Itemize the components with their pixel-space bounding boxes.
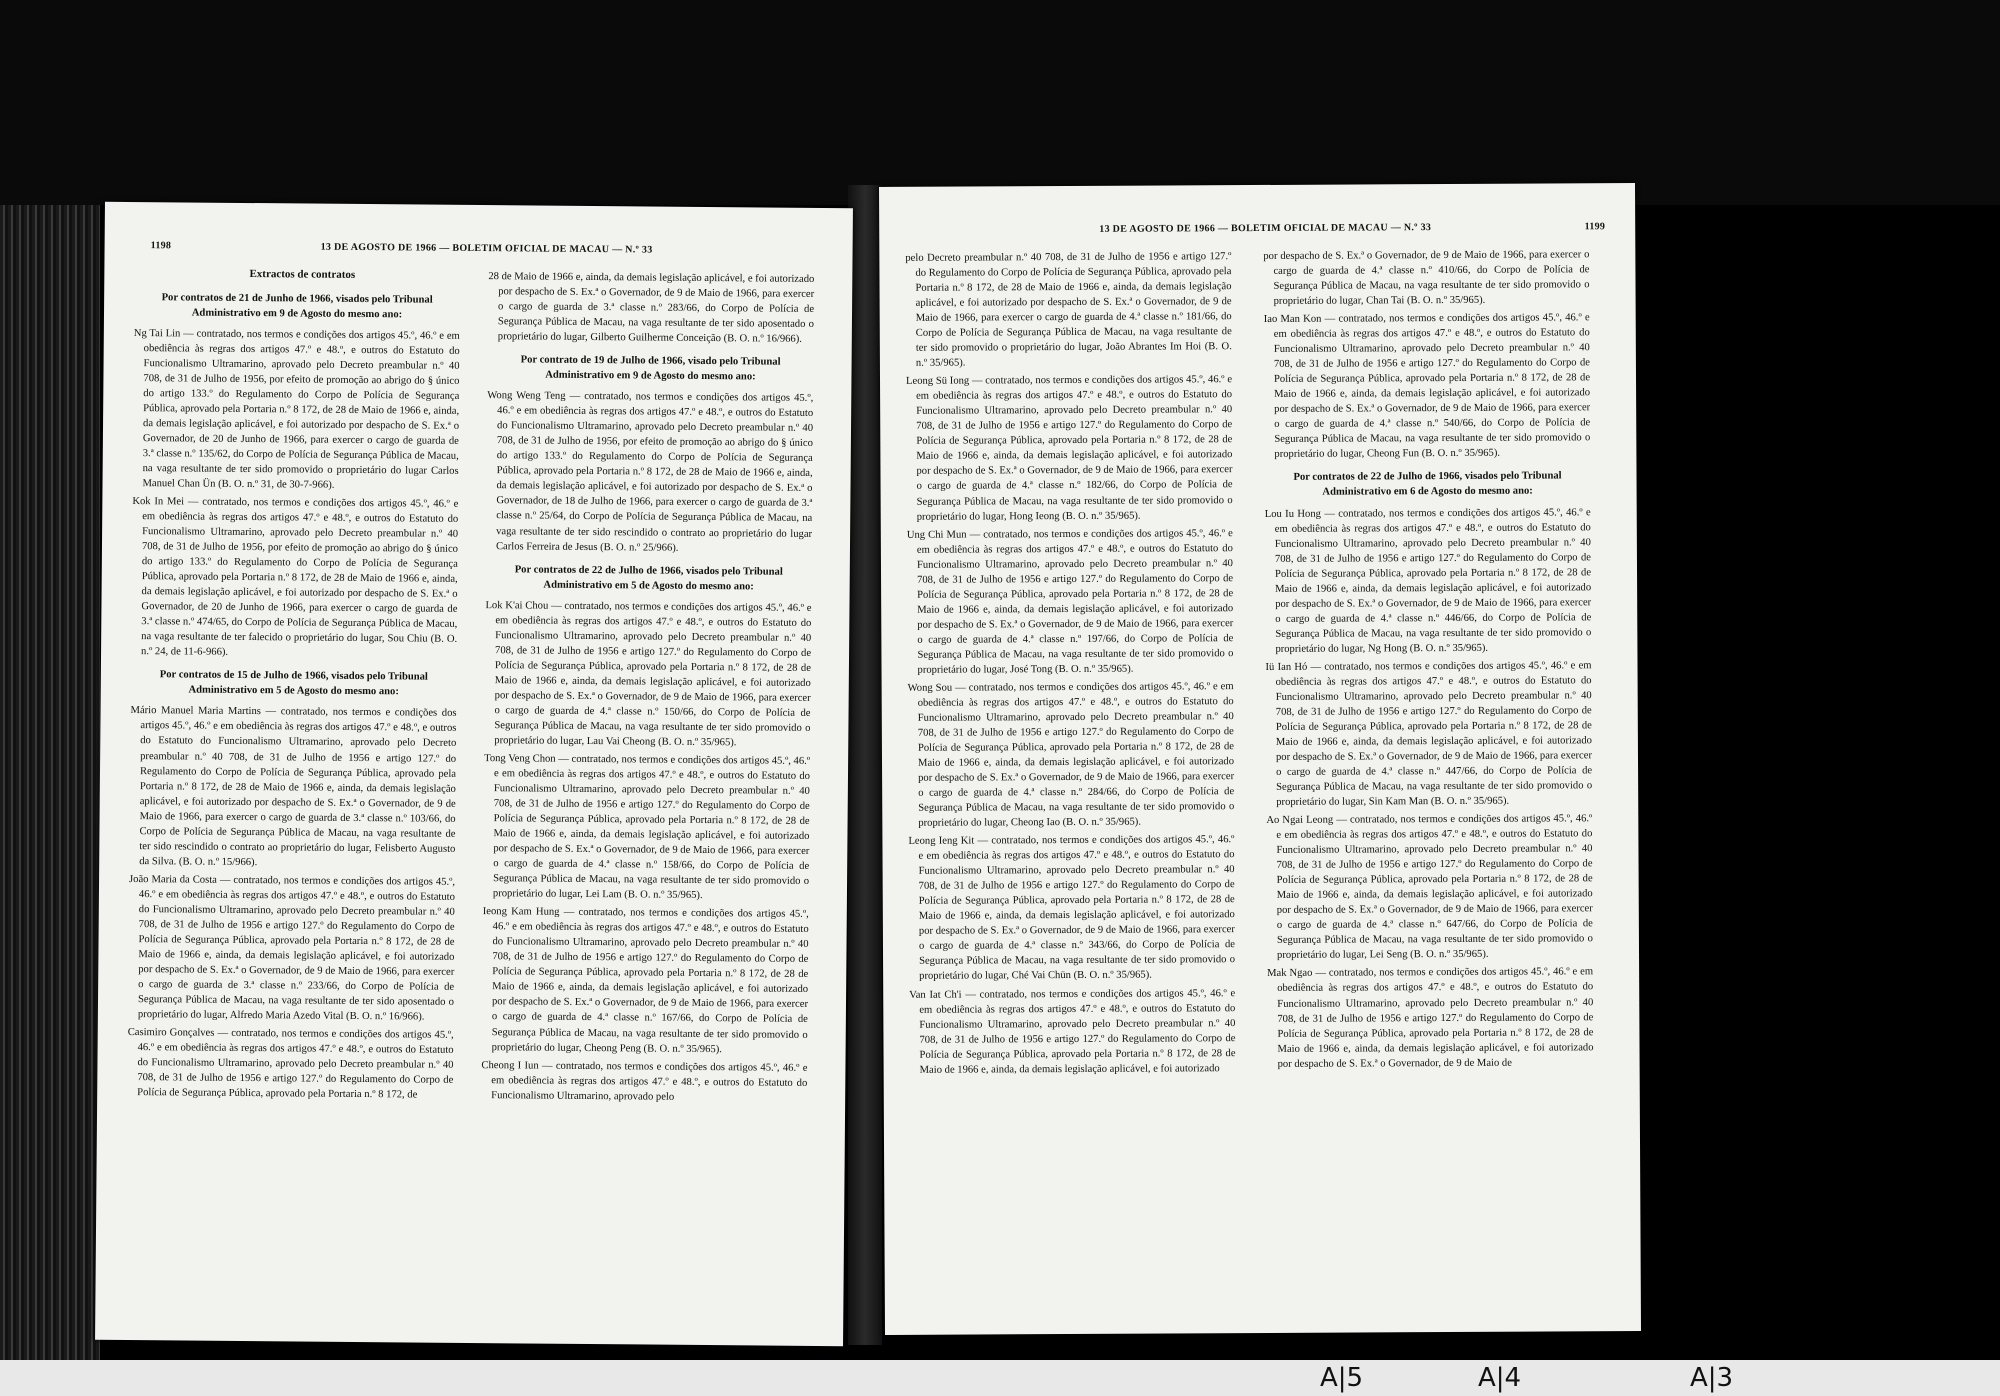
left-column-2	[481, 269, 814, 1108]
right-page-number: 1199	[1584, 221, 1606, 233]
right-page-running-title: 13 DE AGOSTO DE 1966 — BOLETIM OFICIAL DE MACAU — N.º 33	[1099, 222, 1432, 235]
right-column-1	[905, 249, 1235, 1080]
contract-entry: Wong Weng Teng — contratado, nos termos e condições dos artigos 45.º, 46.º e em obediência às regras dos artigos 47.º e 48.º, e outros do Estatuto do Funcionalismo Ultramarino, aprovado pelo Decreto preambular n.º 40 708, de 31 de Julho de 1956, por efeito de promoção ao abrigo do § único do artigo 133.º do Regulamento do Corpo de Polícia de Segurança Pública, aprovado pela Portaria n.º 8 172, de 28 de Maio de 1966 e, ainda, da demais legislação aplicável, e foi autorizado por despacho de S. Ex.ª o Governador, de 18 de Julho de 1966, para exercer o cargo de guarda de 3.ª classe n.º 25/64, do Corpo de Polícia de Segurança Pública de Macau, na vaga resultante de ter sido rescindido o contrato ao proprietário do lugar Carlos Ferreira de Jesus (B. O. n.º 25/966).	[487, 390, 814, 554]
contract-entry: Cheong I Iun — contratado, nos termos e condições dos artigos 45.º, 46.º e em obediência às regras dos artigos 47.º e 48.º, e outros do Estatuto do Funcionalismo Ultramarino, aprovado pelo	[481, 1059, 808, 1103]
left-column-1	[127, 266, 460, 1106]
left-page-number: 1198	[150, 240, 172, 252]
section-heading: Por contratos de 22 de Julho de 1966, visados pelo Tribunal Administrativo em 5 de Agosto do mesmo ano:	[514, 563, 783, 593]
contract-entry: Casimiro Gonçalves — contratado, nos termos e condições dos artigos 45.º, 46.º e em obediência às regras dos artigos 47.º e 48.º, e outros do Estatuto do Funcionalismo Ultramarino, aprovado pelo Decreto preambular n.º 40 708, de 31 de Julho de 1956 e artigo 127.º do Regulamento do Corpo de Polícia de Segurança Pública, aprovado pela Portaria n.º 8 172, de	[127, 1027, 454, 1101]
book-gutter	[848, 185, 882, 1345]
contract-entry: Kok In Mei — contratado, nos termos e condições dos artigos 45.º, 46.º e em obediência às regras dos artigos 47.º e 48.º, e outros do Estatuto do Funcionalismo Ultramarino, aprovado pelo Decreto preambular n.º 40 708, de 31 de Julho de 1956, por efeito de promoção ao abrigo do § único do artigo 133.º do Regulamento do Corpo de Polícia de Segurança Pública, aprovado pela Portaria n.º 8 172, de 28 de Maio de 1966 e, ainda, da demais legislação aplicável, e foi autorizado por despacho de S. Ex.ª o Governador, de 20 de Junho de 1966, para exercer o cargo de guarda de 3.ª classe n.º 474/65, do Corpo de Polícia de Segurança Pública de Macau, na vaga resultante de ter falecido o proprietário do lugar, Sou Chiu (B. O. n.º 24, de 11-6-966).	[132, 496, 459, 659]
left-page-header	[150, 240, 822, 264]
left-page-running-title: 13 DE AGOSTO DE 1966 — BOLETIM OFICIAL DE MACAU — N.º 33	[320, 241, 653, 256]
contract-entry: Lok K'ai Chou — contratado, nos termos e condições dos artigos 45.º, 46.º e em obediência às regras dos artigos 47.º e 48.º, e outros do Estatuto do Funcionalismo Ultramarino, aprovado pelo Decreto preambular n.º 40 708, de 31 de Julho de 1956 e artigo 127.º do Regulamento do Corpo de Polícia de Segurança Pública, aprovado pela Portaria n.º 8 172, de 28 de Maio de 1966 e, ainda, da demais legislação aplicável, e foi autorizado por despacho de S. Ex.ª o Governador, de 9 de Maio de 1966, para exercer o cargo de guarda de 4.ª classe n.º 150/66, do Corpo de Polícia de Segurança Pública de Macau, na vaga resultante de ter sido promovido o proprietário do lugar, Lau Vai Cheong (B. O. n.º 35/965).	[485, 599, 812, 749]
film-mark: A|5	[1320, 1363, 1364, 1393]
contract-entry: Tong Veng Chon — contratado, nos termos e condições dos artigos 45.º, 46.º e em obediência às regras dos artigos 47.º e 48.º, e outros do Estatuto do Funcionalismo Ultramarino, aprovado pelo Decreto preambular n.º 40 708, de 31 de Julho de 1956 e artigo 127.º do Regulamento do Corpo de Polícia de Segurança Pública, aprovado pela Portaria n.º 8 172, de 28 de Maio de 1966 e, ainda, da demais legislação aplicável, e foi autorizado por despacho de S. Ex.ª o Governador, de 9 de Maio de 1966, para exercer o cargo de guarda de 4.ª classe n.º 158/66, do Corpo de Polícia de Segurança Pública de Macau, na vaga resultante de ter sido promovido o proprietário do lugar, Lei Lam (B. O. n.º 35/965).	[484, 753, 811, 902]
contract-entry: Ng Tai Lin — contratado, nos termos e condições dos artigos 45.º, 46.º e em obediência às regras dos artigos 47.º e 48.º, e outros do Estatuto do Funcionalismo Ultramarino, aprovado pelo Decreto preambular n.º 40 708, de 31 de Julho de 1956, por efeito de promoção ao abrigo do § único do artigo 133.º do Regulamento do Corpo de Polícia de Segurança Pública, aprovado pela Portaria n.º 8 172, de 28 de Maio de 1966 e, ainda, da demais legislação aplicável, e foi autorizado por despacho de S. Ex.ª o Governador, de 20 de Junho de 1966, para exercer o cargo de guarda de 3.ª classe n.º 135/62, do Corpo de Polícia de Segurança Pública de Macau, na vaga resultante de ter sido promovido o proprietário do lugar Carlos Manuel Chan Ün (B. O. n.º 31, de 30-7-966).	[133, 327, 460, 491]
contract-entry: Ung Chi Mun — contratado, nos termos e condições dos artigos 45.º, 46.º e em obediência às regras dos artigos 47.º e 48.º, e outros do Estatuto do Funcionalismo Ultramarino, aprovado pelo Decreto preambular n.º 40 708, de 31 de Julho de 1956 e artigo 127.º do Regulamento do Corpo de Polícia de Segurança Pública, aprovado pela Portaria n.º 8 172, de 28 de Maio de 1966 e, ainda, da demais legislação aplicável, e foi autorizado por despacho de S. Ex.ª o Governador, de 9 de Maio de 1966, para exercer o cargo de guarda de 4.ª classe n.º 197/66, do Corpo de Polícia de Segurança Pública de Macau, na vaga resultante de ter sido promovido o proprietário do lugar, José Tong (B. O. n.º 35/965).	[906, 527, 1234, 676]
section-heading: Por contrato de 19 de Julho de 1966, visado pelo Tribunal Administrativo em 9 de Agosto do mesmo ano:	[520, 354, 781, 383]
section-heading: Por contratos de 15 de Julho de 1966, visados pelo Tribunal Administrativo em 5 de Agosto do mesmo ano:	[159, 669, 428, 698]
contract-entry: Iao Man Kon — contratado, nos termos e condições dos artigos 45.º, 46.º e em obediência às regras dos artigos 47.º e 48.º, e outros do Estatuto do Funcionalismo Ultramarino, aprovado pelo Decreto preambular n.º 40 708, de 31 de Julho de 1956 e artigo 127.º do Regulamento do Corpo de Polícia de Segurança Pública, aprovado pela Portaria n.º 8 172, de 28 de Maio de 1966 e, ainda, da demais legislação aplicável, e foi autorizado por despacho de S. Ex.ª o Governador, de 9 de Maio de 1966, para exercer o cargo de guarda de 4.ª classe n.º 540/66, do Corpo de Polícia de Segurança Pública de Macau, na vaga resultante de ter sido promovido o proprietário do lugar, Cheong Fun (B. O. n.º 35/965).	[1263, 312, 1591, 461]
contract-entry: Leong Sü Iong — contratado, nos termos e condições dos artigos 45.º, 46.º e em obediência às regras dos artigos 47.º e 48.º, e outros do Estatuto do Funcionalismo Ultramarino, aprovado pelo Decreto preambular n.º 40 708, de 31 de Julho de 1956 e artigo 127.º do Regulamento do Corpo de Polícia de Segurança Pública, aprovado pela Portaria n.º 8 172, de 28 de Maio de 1966 e, ainda, da demais legislação aplicável, e foi autorizado por despacho de S. Ex.ª o Governador, de 9 de Maio de 1966, para exercer o cargo de guarda de 4.ª classe n.º 182/66, do Corpo de Polícia de Segurança Pública de Macau, na vaga resultante de ter sido promovido o proprietário do lugar, Hong Ieong (B. O. n.º 35/965).	[905, 374, 1233, 523]
right-page	[879, 183, 1641, 1335]
section-title: Extractos de contratos	[249, 268, 356, 281]
contract-entry: Ieong Kam Hung — contratado, nos termos e condições dos artigos 45.º, 46.º e em obediência às regras dos artigos 47.º e 48.º, e outros do Estatuto do Funcionalismo Ultramarino, aprovado pelo Decreto preambular n.º 40 708, de 31 de Julho de 1956 e artigo 127.º do Regulamento do Corpo de Polícia de Segurança Pública, aprovado pela Portaria n.º 8 172, de 28 de Maio de 1966 e, ainda, da demais legislação aplicável, e foi autorizado por despacho de S. Ex.ª o Governador, de 9 de Maio de 1966, para exercer o cargo de guarda de 4.ª classe n.º 167/66, do Corpo de Polícia de Segurança Pública de Macau, na vaga resultante de ter sido promovido o proprietário do lugar, Cheong Peng (B. O. n.º 35/965).	[482, 906, 809, 1055]
book-edge	[0, 205, 100, 1360]
contract-entry: pelo Decreto preambular n.º 40 708, de 31 de Julho de 1956 e artigo 127.º do Regulamento do Corpo de Polícia de Segurança Pública, aprovado pela Portaria n.º 8 172, de 28 de Maio de 1966 e, ainda, da demais legislação aplicável, e foi autorizado por despacho de S. Ex.ª o Governador, de 9 de Maio de 1966, para exercer o cargo de guarda de 4.ª classe n.º 181/66, do Corpo de Polícia de Segurança Pública de Macau, na vaga resultante de ter sido promovido o proprietário do lugar, João Abrantes Im Hoi (B. O. n.º 35/965).	[905, 251, 1232, 370]
film-mark: A|4	[1478, 1363, 1522, 1393]
contract-entry: Mário Manuel Maria Martins — contratado, nos termos e condições dos artigos 45.º, 46.º e em obediência às regras dos artigos 47.º e 48.º, e outros do Estatuto do Funcionalismo Ultramarino, aprovado pelo Decreto preambular n.º 40 708, de 31 de Julho de 1956 e artigo 127.º do Regulamento do Corpo de Polícia de Segurança Pública, aprovado pela Portaria n.º 8 172, de 28 de Maio de 1966 e, ainda, da demais legislação aplicável, e foi autorizado por despacho de S. Ex.ª o Governador, de 9 de Maio de 1966, para exercer o cargo de guarda de 3.ª classe n.º 103/66, do Corpo de Polícia de Segurança Pública de Macau, na vaga resultante de ter sido rescindido o contrato ao proprietário do lugar, Felisberto Augusto da Silva. (B. O. n.º 15/966).	[130, 705, 457, 868]
contract-entry: Ao Ngai Leong — contratado, nos termos e condições dos artigos 45.º, 46.º e em obediência às regras dos artigos 47.º e 48.º, e outros do Estatuto do Funcionalismo Ultramarino, aprovado pelo Decreto preambular n.º 40 708, de 31 de Julho de 1956 e artigo 127.º do Regulamento do Corpo de Polícia de Segurança Pública, aprovado pela Portaria n.º 8 172, de 28 de Maio de 1966 e, ainda, da demais legislação aplicável, e foi autorizado por despacho de S. Ex.ª o Governador, de 9 de Maio de 1966, para exercer o cargo de guarda de 4.ª classe n.º 647/66, do Corpo de Polícia de Segurança Pública de Macau, na vaga resultante de ter sido promovido o proprietário do lugar, Lei Seng (B. O. n.º 35/965).	[1266, 813, 1593, 962]
right-page-header	[925, 221, 1605, 243]
contract-entry: Leong Ieng Kit — contratado, nos termos e condições dos artigos 45.º, 46.º e em obediência às regras dos artigos 47.º e 48.º, e outros do Estatuto do Funcionalismo Ultramarino, aprovado pelo Decreto preambular n.º 40 708, de 31 de Julho de 1956 e artigo 127.º do Regulamento do Corpo de Polícia de Segurança Pública, aprovado pela Portaria n.º 8 172, de 28 de Maio de 1966 e, ainda, da demais legislação aplicável, e foi autorizado por despacho de S. Ex.ª o Governador, de 9 de Maio de 1966, para exercer o cargo de guarda de 4.ª classe n.º 343/66, do Corpo de Polícia de Segurança Pública de Macau, na vaga resultante de ter sido promovido o proprietário do lugar, Ché Vai Chün (B. O. n.º 35/965).	[908, 834, 1236, 983]
section-heading: Por contratos de 22 de Julho de 1966, visados pelo Tribunal Administrativo em 6 de Agosto do mesmo ano:	[1293, 470, 1562, 499]
section-heading: Por contratos de 21 de Junho de 1966, visados pelo Tribunal Administrativo em 9 de Agosto do mesmo ano:	[161, 291, 433, 320]
contract-entry: Mak Ngao — contratado, nos termos e condições dos artigos 45.º, 46.º e em obediência às regras dos artigos 47.º e 48.º, e outros do Estatuto do Funcionalismo Ultramarino, aprovado pelo Decreto preambular n.º 40 708, de 31 de Julho de 1956 e artigo 127.º do Regulamento do Corpo de Polícia de Segurança Pública, aprovado pela Portaria n.º 8 172, de 28 de Maio de 1966 e, ainda, da demais legislação aplicável, e foi autorizado por despacho de S. Ex.ª o Governador, de 9 de Maio de	[1267, 966, 1594, 1070]
contract-entry: Lou Iu Hong — contratado, nos termos e condições dos artigos 45.º, 46.º e em obediência às regras dos artigos 47.º e 48.º, e outros do Estatuto do Funcionalismo Ultramarino, aprovado pelo Decreto preambular n.º 40 708, de 31 de Julho de 1956 e artigo 127.º do Regulamento do Corpo de Polícia de Segurança Pública, aprovado pela Portaria n.º 8 172, de 28 de Maio de 1966 e, ainda, da demais legislação aplicável, e foi autorizado por despacho de S. Ex.ª o Governador, de 9 de Maio de 1966, para exercer o cargo de guarda de 4.ª classe n.º 446/66, do Corpo de Polícia de Segurança Pública de Macau, na vaga resultante de ter sido promovido o proprietário do lugar, Ng Hong (B. O. n.º 35/965).	[1264, 506, 1592, 655]
right-column-2	[1263, 247, 1593, 1074]
left-page	[95, 202, 853, 1346]
contract-entry: Van Iat Ch'i — contratado, nos termos e condições dos artigos 45.º, 46.º e em obediência às regras dos artigos 47.º e 48.º, e outros do Estatuto do Funcionalismo Ultramarino, aprovado pelo Decreto preambular n.º 40 708, de 31 de Julho de 1956 e artigo 127.º do Regulamento do Corpo de Polícia de Segurança Pública, aprovado pela Portaria n.º 8 172, de 28 de Maio de 1966 e, ainda, da demais legislação aplicável, e foi autorizado	[909, 987, 1236, 1076]
contract-entry: Wong Sou — contratado, nos termos e condições dos artigos 45.º, 46.º e em obediência às regras dos artigos 47.º e 48.º, e outros do Estatuto do Funcionalismo Ultramarino, aprovado pelo Decreto preambular n.º 40 708, de 31 de Julho de 1956 e artigo 127.º do Regulamento do Corpo de Polícia de Segurança Pública, aprovado pela Portaria n.º 8 172, de 28 de Maio de 1966 e, ainda, da demais legislação aplicável, e foi autorizado por despacho de S. Ex.ª o Governador, de 9 de Maio de 1966, para exercer o cargo de guarda de 4.ª classe n.º 284/66, do Corpo de Polícia de Segurança Pública de Macau, na vaga resultante de ter sido promovido o proprietário do lugar, Cheong Iao (B. O. n.º 35/965).	[907, 681, 1235, 829]
contract-entry: 28 de Maio de 1966 e, ainda, da demais legislação aplicável, e foi autorizado por despacho de S. Ex.ª o Governador, de 9 de Maio de 1966, para exercer o cargo de guarda de 3.ª classe n.º 283/66, do Corpo de Polícia de Segurança Pública de Macau, na vaga resultante de ter sido aposentado o proprietário do lugar, Gilberto Guilherme Conceição (B. O. n.º 16/966).	[488, 271, 815, 345]
film-mark: A|3	[1690, 1363, 1734, 1393]
contract-entry: Iü Ian Hó — contratado, nos termos e condições dos artigos 45.º, 46.º e em obediência às regras dos artigos 47.º e 48.º, e outros do Estatuto do Funcionalismo Ultramarino, aprovado pelo Decreto preambular n.º 40 708, de 31 de Julho de 1956 e artigo 127.º do Regulamento do Corpo de Polícia de Segurança Pública, aprovado pela Portaria n.º 8 172, de 28 de Maio de 1966 e, ainda, da demais legislação aplicável, e foi autorizado por despacho de S. Ex.ª o Governador, de 9 de Maio de 1966, para exercer o cargo de guarda de 4.ª classe n.º 447/66, do Corpo de Polícia de Segurança Pública de Macau, na vaga resultante de ter sido promovido o proprietário do lugar, Sin Kam Man (B. O. n.º 35/965).	[1265, 660, 1593, 809]
contract-entry: João Maria da Costa — contratado, nos termos e condições dos artigos 45.º, 46.º e em obediência às regras dos artigos 47.º e 48.º, e outros do Estatuto do Funcionalismo Ultramarino, aprovado pelo Decreto preambular n.º 40 708, de 31 de Julho de 1956 e artigo 127.º do Regulamento do Corpo de Polícia de Segurança Pública, aprovado pela Portaria n.º 8 172, de 28 de Maio de 1966 e, ainda, da demais legislação aplicável, e foi autorizado por despacho de S. Ex.ª o Governador, de 9 de Maio de 1966, para exercer o cargo de guarda de 3.ª classe n.º 233/66, do Corpo de Polícia de Segurança Pública de Macau, na vaga resultante de ter sido aposentado o proprietário do lugar, Alfredo Maria Azedo Vital (B. O. n.º 16/966).	[129, 873, 456, 1023]
contract-entry: por despacho de S. Ex.ª o Governador, de 9 de Maio de 1966, para exercer o cargo de guarda de 4.ª classe n.º 410/66, do Corpo de Polícia de Segurança Pública de Macau, na vaga resultante de ter sido promovido o proprietário do lugar, Chan Tai (B. O. n.º 35/965).	[1263, 249, 1590, 308]
microfilm-top-band	[0, 0, 2000, 205]
